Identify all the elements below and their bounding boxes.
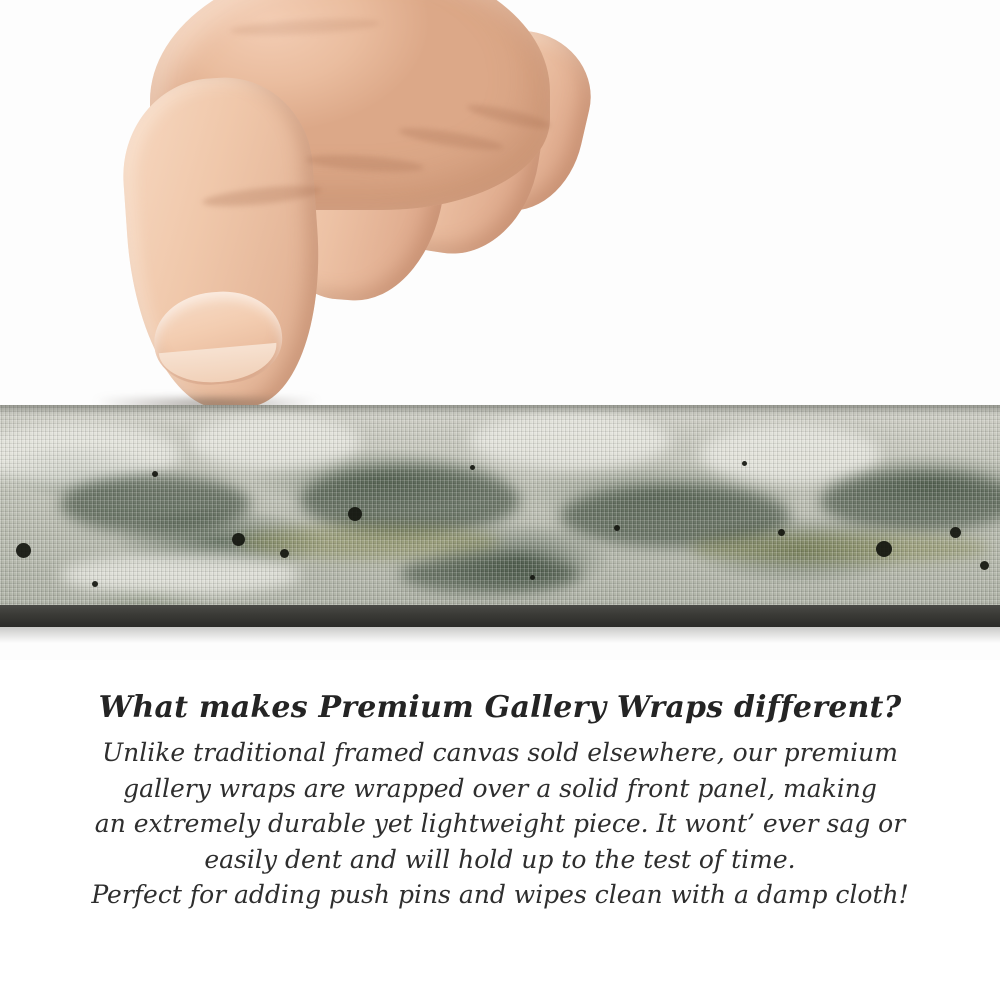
hand-illustration bbox=[110, 0, 580, 430]
canvas-bottom-edge bbox=[0, 605, 1000, 627]
caption-line: gallery wraps are wrapped over a solid front panel, making bbox=[123, 773, 877, 803]
caption-heading: What makes Premium Gallery Wraps different? bbox=[98, 690, 902, 725]
caption-body bbox=[0, 735, 1000, 913]
caption-line: Perfect for adding push pins and wipes clean with a damp cloth! bbox=[91, 880, 909, 909]
canvas-wrap-edge bbox=[0, 405, 1000, 625]
caption-line: easily dent and will hold up to the test of time. bbox=[204, 844, 796, 874]
caption-line: Unlike traditional framed canvas sold elsewhere, our premium bbox=[102, 738, 898, 767]
canvas-drop-shadow bbox=[0, 627, 1000, 643]
caption-block bbox=[0, 690, 1000, 913]
caption-line: an extremely durable yet lightweight piece. It wont’ ever sag or bbox=[94, 809, 906, 838]
canvas-weave-texture bbox=[0, 405, 1000, 625]
